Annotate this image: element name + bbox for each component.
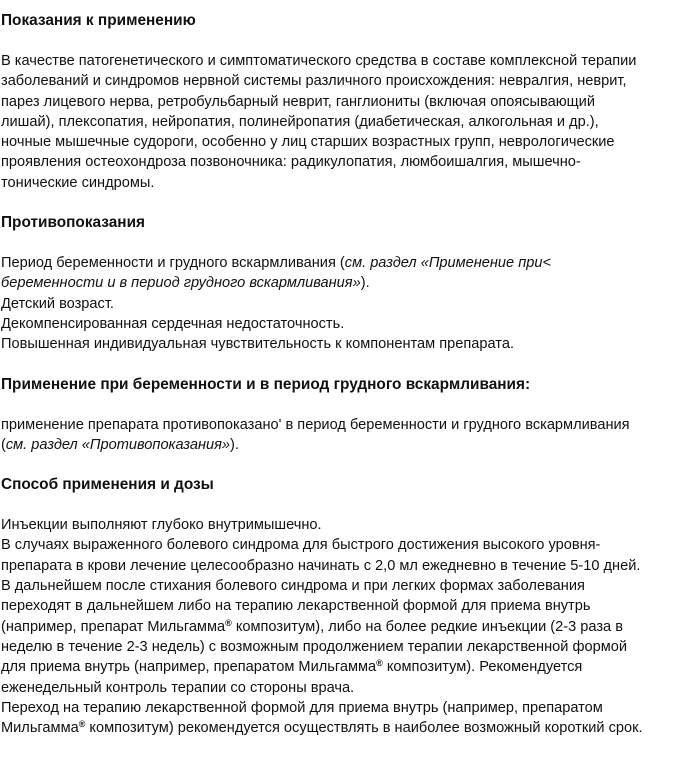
text-line <box>1 253 681 273</box>
text-fragment: композитум). Рекомендуется <box>382 659 583 676</box>
section-dosage <box>1 474 681 738</box>
text-line: Детский возраст. <box>1 295 114 312</box>
section-contraindications <box>1 212 681 354</box>
text-line: В качестве патогенетического и симптоматического средства в составе комплексной терапии <box>1 53 637 69</box>
section-indications <box>1 10 681 193</box>
text-line <box>1 718 681 738</box>
text-line <box>1 617 681 637</box>
text-fragment: Мильгамма <box>1 720 79 737</box>
text-line: Переход на терапию лекарственной формой для приема внутрь (например, препаратом <box>1 699 603 716</box>
text-line: применение препарата противопоказано' в период беременности и грудного вскармливания <box>1 416 630 433</box>
text-line: Декомпенсированная сердечная недостаточность. <box>1 315 345 332</box>
heading-indications: Показания к применению <box>1 12 196 29</box>
text-line: переходят в дальнейшем либо на терапию лекарственной формой для приема внутрь <box>1 598 591 615</box>
registered-mark: ® <box>225 617 232 628</box>
text-line: тонические синдромы. <box>1 174 155 191</box>
registered-mark: ® <box>376 658 383 669</box>
text-line: неделю в течение 2-3 недель) с возможным продолжением терапии лекарственной формой <box>1 638 628 655</box>
text-line: В дальнейшем после стихания болевого синдрома и при легких формах заболевания <box>1 578 585 595</box>
text-fragment: (например, препарат Мильгамма <box>1 618 226 635</box>
text-fragment: ( <box>1 436 6 453</box>
indications-text <box>1 51 681 193</box>
text-line: препарата в крови лечение целесообразно начинать с 2,0 мл ежедневно в течение 5-10 дней. <box>1 557 641 574</box>
cross-reference: беременности и в период грудного вскармливания» <box>1 275 361 292</box>
heading-dosage: Способ применения и дозы <box>1 476 214 494</box>
text-fragment: Период беременности и грудного вскармливания ( <box>1 255 345 272</box>
text-line <box>1 657 681 677</box>
text-fragment: композитум) рекомендуется осуществлять в наиболее возможный короткий срок. <box>85 720 643 737</box>
text-fragment: композитум), либо на более редкие инъекции (2-3 раза в <box>231 618 623 635</box>
text-line: проявления остеохондроза позвоночника: радикулопатия, люмбоишалгия, мышечно- <box>1 154 581 171</box>
text-line: ночные мышечные судороги, особенно у лиц старших возрастных групп, неврологические <box>1 134 615 151</box>
text-line: еженедельный контроль терапии со стороны врача. <box>1 679 355 696</box>
text-fragment: ). <box>360 275 370 292</box>
text-line: заболеваний и синдромов нервной системы различного происхождения: невралгия, неврит, <box>1 73 627 90</box>
text-line <box>1 435 681 455</box>
text-line: лишай), плексопатия, нейропатия, полинейропатия (диабетическая, алкогольная и др.), <box>1 113 599 130</box>
section-pregnancy <box>1 374 681 456</box>
text-line <box>1 273 681 293</box>
heading-contraindications: Противопоказания <box>1 214 146 232</box>
dosage-text <box>1 515 681 738</box>
cross-reference: см. раздел «Противопоказания» <box>5 436 231 453</box>
text-fragment: ). <box>230 436 239 453</box>
text-line: Инъекции выполняют глубоко внутримышечно. <box>1 517 322 534</box>
text-line: Повышенная индивидуальная чувствительность к компонентам препарата. <box>1 336 514 353</box>
text-line: В случаях выраженного болевого синдрома для быстрого достижения высокого уровня- <box>1 537 601 554</box>
registered-mark: ® <box>78 719 86 730</box>
cross-reference: см. раздел «Применение при< <box>344 255 552 272</box>
contraindications-text <box>1 253 681 354</box>
pregnancy-text <box>1 415 681 456</box>
heading-pregnancy: Применение при беременности и в период грудного вскармливания: <box>1 375 531 393</box>
text-fragment: для приема внутрь (например, препаратом Мильгамма <box>1 659 377 676</box>
text-line: парез лицевого нерва, ретробульбарный неврит, ганглиониты (включая опоясывающий <box>1 93 595 110</box>
